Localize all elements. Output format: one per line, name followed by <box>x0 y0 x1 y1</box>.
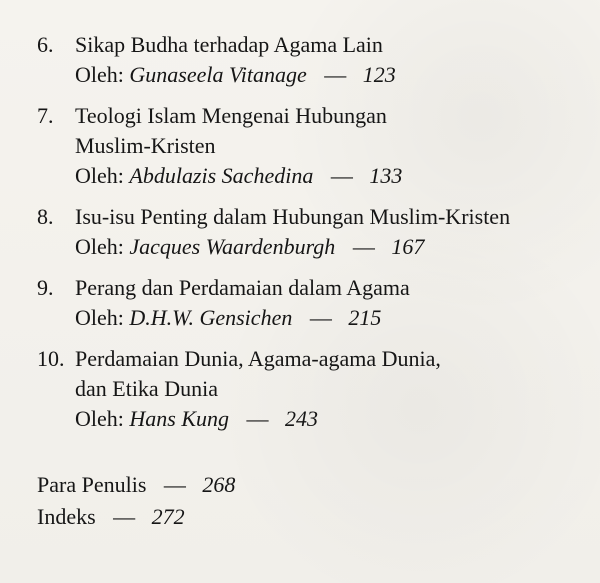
entry-title-line: Perdamaian Dunia, Agama-agama Dunia, <box>75 346 441 371</box>
entry-text <box>75 344 577 434</box>
toc-entry-7 <box>37 101 577 191</box>
entry-title-line: Sikap Budha terhadap Agama Lain <box>75 32 383 57</box>
page-number: 167 <box>391 234 425 259</box>
author-prefix: Oleh: <box>75 406 124 431</box>
page-dash: — <box>309 305 332 330</box>
page-dash: — <box>352 234 375 259</box>
author-name: Gunaseela Vitanage <box>129 62 307 87</box>
author-name: Abdulazis Sachedina <box>129 163 314 188</box>
back-matter <box>37 469 235 533</box>
page-dash: — <box>330 163 353 188</box>
entry-title-line: Perang dan Perdamaian dalam Agama <box>75 275 410 300</box>
entry-author-line <box>75 232 577 262</box>
entry-author-line <box>75 404 577 434</box>
entry-author-line <box>75 60 577 90</box>
author-prefix: Oleh: <box>75 163 124 188</box>
entry-text <box>75 273 577 333</box>
page-dash: — <box>324 62 347 87</box>
toc-entry-9 <box>37 273 577 333</box>
entry-number: 7. <box>37 103 54 128</box>
page-number: 133 <box>369 163 403 188</box>
entry-text <box>75 202 577 262</box>
page-number: 243 <box>285 406 319 431</box>
entry-number: 10. <box>37 346 65 371</box>
back-matter-label: Indeks <box>37 504 96 529</box>
back-matter-dash: — <box>113 504 136 529</box>
entry-number: 6. <box>37 32 54 57</box>
entry-author-line <box>75 303 577 333</box>
author-name: Jacques Waardenburgh <box>129 234 336 259</box>
table-of-contents <box>37 30 577 434</box>
page-number: 215 <box>348 305 382 330</box>
back-matter-label: Para Penulis <box>37 472 147 497</box>
entry-text <box>75 30 577 90</box>
entry-title-line: Teologi Islam Mengenai Hubungan <box>75 103 387 128</box>
entry-title-line: Isu-isu Penting dalam Hubungan Muslim-Kristen <box>75 204 511 229</box>
toc-entry-10 <box>37 344 577 434</box>
back-matter-page: 268 <box>202 472 236 497</box>
back-matter-item-index <box>37 501 235 533</box>
back-matter-dash: — <box>163 472 186 497</box>
page-dash: — <box>246 406 269 431</box>
author-prefix: Oleh: <box>75 62 124 87</box>
toc-entry-6 <box>37 30 577 90</box>
entry-title-line: dan Etika Dunia <box>75 376 218 401</box>
entry-author-line <box>75 161 577 191</box>
entry-title-line: Muslim-Kristen <box>75 133 216 158</box>
author-prefix: Oleh: <box>75 234 124 259</box>
toc-entry-8 <box>37 202 577 262</box>
author-name: D.H.W. Gensichen <box>129 305 293 330</box>
entry-number: 8. <box>37 204 54 229</box>
author-name: Hans Kung <box>129 406 230 431</box>
page-number: 123 <box>362 62 396 87</box>
entry-text <box>75 101 577 191</box>
entry-number: 9. <box>37 275 54 300</box>
back-matter-page: 272 <box>151 504 185 529</box>
author-prefix: Oleh: <box>75 305 124 330</box>
back-matter-item-authors <box>37 469 235 501</box>
